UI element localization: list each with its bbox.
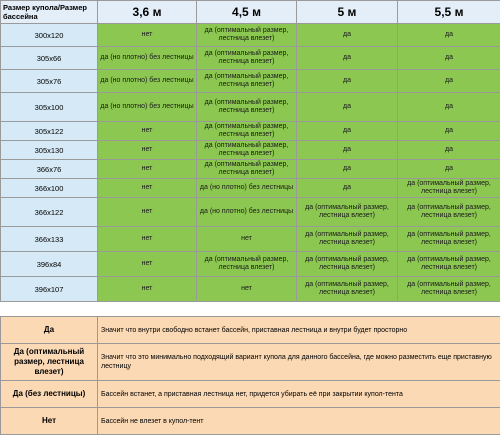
table-cell: нет	[98, 160, 197, 179]
table-cell: да	[398, 141, 500, 160]
table-cell: да	[297, 24, 398, 47]
row-label: 305x76	[1, 70, 98, 93]
legend-row	[1, 408, 500, 435]
legend-description: Бассейн встанет, а приставная лестница нет, придется убирать её при закрытии купол-тента	[98, 381, 500, 408]
table-cell: да (но плотно) без лестницы	[98, 93, 197, 122]
column-header: 5 м	[297, 1, 398, 24]
table-cell: да	[297, 122, 398, 141]
table-cell: нет	[98, 141, 197, 160]
table-cell: да	[398, 47, 500, 70]
table-cell: да (оптимальный размер, лестница влезет)	[398, 198, 500, 227]
table-cell: да (оптимальный размер, лестница влезет)	[297, 227, 398, 252]
table-cell: нет	[98, 179, 197, 198]
table-cell: да	[398, 93, 500, 122]
table-cell: да (но плотно) без лестницы	[98, 70, 197, 93]
table-cell: нет	[98, 252, 197, 277]
row-label: 305x100	[1, 93, 98, 122]
table-cell: да	[297, 160, 398, 179]
table-row	[1, 141, 500, 160]
table-row	[1, 179, 500, 198]
row-label: 396x107	[1, 277, 98, 302]
table-cell: да (оптимальный размер, лестница влезет)	[398, 227, 500, 252]
table-cell: нет	[98, 198, 197, 227]
table-cell: да (оптимальный размер, лестница влезет)	[197, 252, 297, 277]
table-cell: да (оптимальный размер, лестница влезет)	[297, 277, 398, 302]
table-row	[1, 160, 500, 179]
column-header: 4,5 м	[197, 1, 297, 24]
table-cell: да	[297, 70, 398, 93]
table-cell: да (но плотно) без лестницы	[197, 179, 297, 198]
table-cell: да (оптимальный размер, лестница влезет)	[197, 160, 297, 179]
row-label: 366x122	[1, 198, 98, 227]
table-row	[1, 70, 500, 93]
table-cell: да	[398, 160, 500, 179]
header-row	[1, 1, 500, 24]
table-row	[1, 47, 500, 70]
table-cell: да (но плотно) без лестницы	[197, 198, 297, 227]
row-label: 305x122	[1, 122, 98, 141]
table-cell: нет	[98, 277, 197, 302]
table-cell: да (оптимальный размер, лестница влезет)	[297, 198, 398, 227]
legend-term: Да (без лестницы)	[1, 381, 98, 408]
legend-description: Значит что это минимально подходящий вариант купола для данного бассейна, где можно разместить еще приставную лестницу	[98, 344, 500, 381]
table-cell: да	[398, 122, 500, 141]
table-cell: да	[297, 93, 398, 122]
legend-description: Значит что внутри свободно встанет бассейн, приставная лестница и внутри будет просторно	[98, 317, 500, 344]
table-row	[1, 24, 500, 47]
table-cell: да	[297, 47, 398, 70]
legend-term: Да (оптимальный размер, лестница влезет)	[1, 344, 98, 381]
legend-row	[1, 344, 500, 381]
row-label: 366x133	[1, 227, 98, 252]
table-cell: нет	[197, 277, 297, 302]
table-cell: да (оптимальный размер, лестница влезет)	[197, 47, 297, 70]
table-cell: нет	[98, 24, 197, 47]
table-row	[1, 277, 500, 302]
table-cell: да (оптимальный размер, лестница влезет)	[197, 70, 297, 93]
legend-description: Бассейн не влезет в купол-тент	[98, 408, 500, 435]
column-header: 3,6 м	[98, 1, 197, 24]
column-header: 5,5 м	[398, 1, 500, 24]
legend-term: Да	[1, 317, 98, 344]
table-row	[1, 93, 500, 122]
row-label: 396x84	[1, 252, 98, 277]
table-row	[1, 227, 500, 252]
table-cell: да (но плотно) без лестницы	[98, 47, 197, 70]
legend-table	[0, 316, 500, 435]
table-cell: да	[398, 70, 500, 93]
legend-row	[1, 317, 500, 344]
table-row	[1, 252, 500, 277]
table-cell: да (оптимальный размер, лестница влезет)	[197, 24, 297, 47]
table-cell: да (оптимальный размер, лестница влезет)	[197, 122, 297, 141]
table-cell: да (оптимальный размер, лестница влезет)	[398, 277, 500, 302]
table-cell: да	[297, 179, 398, 198]
table-cell: да (оптимальный размер, лестница влезет)	[297, 252, 398, 277]
table-cell: да (оптимальный размер, лестница влезет)	[398, 252, 500, 277]
legend-term: Нет	[1, 408, 98, 435]
row-label: 305x130	[1, 141, 98, 160]
row-label: 366x100	[1, 179, 98, 198]
table-cell: нет	[98, 227, 197, 252]
corner-header: Размер купола/Размер бассейна	[1, 1, 98, 24]
table-cell: да (оптимальный размер, лестница влезет)	[197, 141, 297, 160]
table-cell: нет	[197, 227, 297, 252]
row-label: 366x76	[1, 160, 98, 179]
table-cell: да	[297, 141, 398, 160]
legend-row	[1, 381, 500, 408]
table-cell: нет	[98, 122, 197, 141]
row-label: 300x120	[1, 24, 98, 47]
table-cell: да	[398, 24, 500, 47]
table-cell: да (оптимальный размер, лестница влезет)	[197, 93, 297, 122]
table-cell: да (оптимальный размер, лестница влезет)	[398, 179, 500, 198]
table-row	[1, 198, 500, 227]
row-label: 305x66	[1, 47, 98, 70]
table-row	[1, 122, 500, 141]
